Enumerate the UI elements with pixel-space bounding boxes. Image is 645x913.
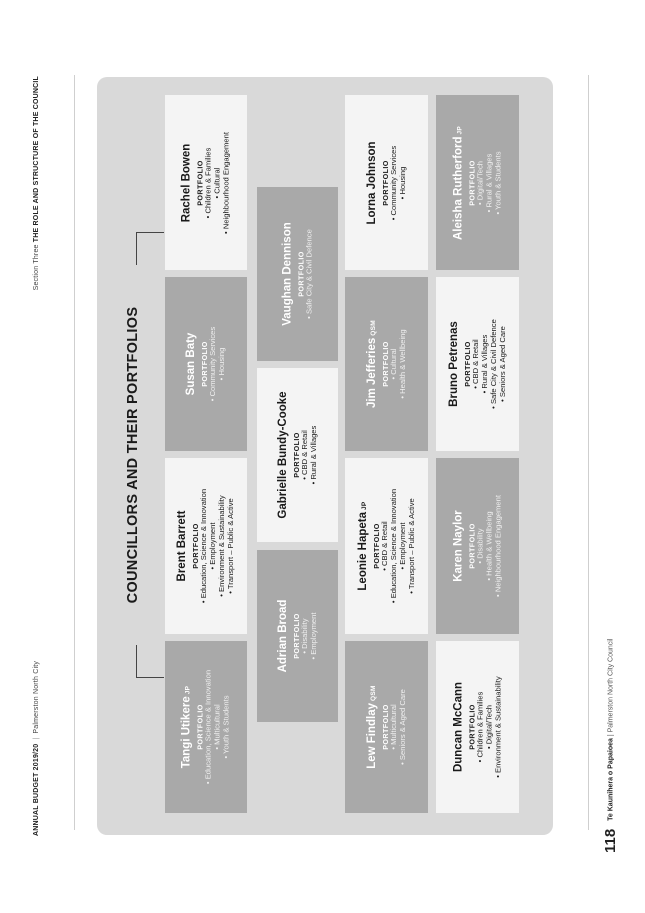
portfolio-label: PORTFOLIO bbox=[466, 523, 476, 569]
portfolio-item: Safe City & Civil Defence bbox=[304, 229, 314, 315]
portfolio-item: Rural & Villages bbox=[308, 425, 318, 480]
councillor-name: Tangi Utikere bbox=[180, 696, 193, 769]
portfolio-label: PORTFOLIO bbox=[295, 251, 305, 297]
portfolio-label: PORTFOLIO bbox=[380, 341, 390, 387]
portfolio-item: Housing bbox=[217, 347, 227, 376]
portfolio-item: Community Services bbox=[208, 326, 218, 397]
councillor-card-lorna-johnson: Lorna Johnson PORTFOLIO • Community Services • Housing bbox=[345, 95, 428, 270]
page-footer: 118 Te Kaunihera o Papaioea | Palmerston North City Council bbox=[602, 638, 619, 853]
honour-suffix: JP bbox=[360, 501, 368, 510]
councillor-name: Bruno Petrenas bbox=[447, 321, 460, 407]
councillor-name: Brent Barrett bbox=[176, 510, 189, 582]
portfolio-item: Disability bbox=[299, 618, 309, 649]
portfolio-item: Disability bbox=[475, 528, 485, 559]
councillor-card-tangi-utikere: Tangi UtikereJP PORTFOLIO • Education, Science & Innovation • Multicultural • Youth & Students bbox=[165, 641, 247, 813]
councillor-name: Vaughan Dennison bbox=[281, 222, 293, 326]
councillor-card-jim-jefferies: Jim JefferiesQSM PORTFOLIO • Cultural • Health & Wellbeing bbox=[345, 277, 428, 451]
councillor-card-duncan-mccann: Duncan McCann PORTFOLIO • Children & Families • Digital/Tech • Environment & Sustainability bbox=[436, 641, 519, 813]
connector-bottom-tick bbox=[136, 677, 164, 678]
portfolio-item: Transport – Public & Active bbox=[406, 498, 416, 590]
councillor-card-karen-naylor: Karen Naylor PORTFOLIO • Disability • Health & Wellbeing • Neighbourhood Engagement bbox=[436, 458, 519, 634]
councillor-card-vaughan-dennison: Vaughan Dennison PORTFOLIO • Safe City & Civil Defence bbox=[257, 187, 338, 361]
portfolio-item: Health & Wellbeing bbox=[484, 511, 494, 576]
portfolio-label: PORTFOLIO bbox=[190, 523, 200, 569]
honour-suffix: QSM bbox=[369, 685, 377, 701]
councillor-name: Rachel Bowen bbox=[180, 143, 193, 222]
portfolio-label: PORTFOLIO bbox=[380, 159, 390, 206]
councillor-name: Duncan McCann bbox=[452, 681, 465, 773]
portfolio-item: CBD & Retail bbox=[379, 521, 389, 566]
portfolio-label: PORTFOLIO bbox=[462, 341, 472, 387]
chart-title: COUNCILLORS AND THEIR PORTFOLIOS bbox=[125, 265, 145, 645]
portfolio-label: PORTFOLIO bbox=[195, 159, 205, 206]
portfolio-item: Health & Wellbeing bbox=[397, 329, 407, 394]
portfolio-label: PORTFOLIO bbox=[380, 704, 390, 750]
portfolio-item: Youth & Students bbox=[493, 150, 502, 210]
portfolio-item: Education, Science & Innovation bbox=[203, 669, 213, 780]
portfolio-item: Neighbourhood Engagement bbox=[221, 131, 231, 229]
portfolio-item: Rural & Villages bbox=[484, 153, 494, 208]
running-header: ANNUAL BUDGET 2019/20|Palmerston North City Section Three THE ROLE AND STRUCTURE OF THE COUNCIL bbox=[33, 76, 40, 836]
organisation-name: Palmerston North City bbox=[33, 660, 40, 734]
portfolio-item: Safe City & Civil Defence bbox=[488, 319, 498, 405]
councillor-name: Lew Findlay bbox=[365, 702, 378, 769]
portfolio-item: Seniors & Aged Care bbox=[497, 326, 507, 398]
portfolio-item: Digital/Tech bbox=[484, 704, 494, 745]
portfolio-label: PORTFOLIO bbox=[291, 432, 301, 478]
portfolio-label: PORTFOLIO bbox=[466, 704, 476, 750]
page-number: 118 bbox=[602, 828, 619, 853]
portfolio-item: Youth & Students bbox=[221, 695, 231, 754]
councillor-card-bruno-petrenas: Bruno Petrenas PORTFOLIO • CBD & Retail • Rural & Villages • Safe City & Civil Defence • Seniors & Aged Care bbox=[436, 277, 519, 451]
councillor-card-gabrielle-bundy-cooke: Gabrielle Bundy-Cooke PORTFOLIO • CBD & Retail • Rural & Villages bbox=[257, 368, 338, 542]
councillor-card-rachel-bowen: Rachel Bowen PORTFOLIO • Children & Families • Cultural • Neighbourhood Engagement bbox=[165, 95, 247, 270]
left-divider bbox=[74, 75, 75, 830]
councillor-name: Jim Jefferies bbox=[365, 337, 378, 409]
honour-suffix: JP bbox=[456, 125, 464, 135]
portfolio-item: Community Services bbox=[388, 145, 398, 215]
section-number: Section Three bbox=[33, 244, 40, 291]
portfolio-label: PORTFOLIO bbox=[195, 704, 205, 750]
honour-suffix: JP bbox=[184, 685, 192, 695]
portfolio-item: Education, Science & Innovation bbox=[199, 488, 209, 599]
portfolio-item: Environment & Sustainability bbox=[217, 495, 227, 592]
councillor-name: Karen Naylor bbox=[452, 510, 465, 582]
portfolio-item: Environment & Sustainability bbox=[493, 676, 502, 773]
portfolio-label: PORTFOLIO bbox=[371, 523, 381, 569]
councillor-name: Susan Baty bbox=[185, 332, 198, 396]
councillor-name: Adrian Broad bbox=[276, 599, 289, 673]
portfolio-item: Neighbourhood Engagement bbox=[493, 495, 502, 593]
portfolio-item: Transport – Public & Active bbox=[225, 498, 235, 590]
portfolio-item: CBD & Retail bbox=[299, 430, 309, 475]
portfolio-item: Employment bbox=[208, 522, 218, 565]
portfolio-item: CBD & Retail bbox=[470, 339, 480, 384]
councillor-name: Lorna Johnson bbox=[365, 140, 378, 225]
councillor-card-adrian-broad: Adrian Broad PORTFOLIO • Disability • Employment bbox=[257, 550, 338, 722]
portfolio-item: Employment bbox=[397, 522, 407, 565]
councillor-card-susan-baty: Susan Baty PORTFOLIO • Community Services • Housing bbox=[165, 277, 247, 451]
councillor-card-brent-barrett: Brent Barrett PORTFOLIO • Education, Science & Innovation • Employment • Environment & Sustainability • Transport – Public & Active bbox=[165, 458, 247, 634]
councillor-name: Aleisha Rutherford bbox=[452, 136, 465, 240]
portfolio-label: PORTFOLIO bbox=[466, 159, 476, 206]
portfolio-item: Employment bbox=[308, 612, 318, 655]
document-title: ANNUAL BUDGET 2019/20 bbox=[33, 743, 40, 836]
portfolio-item: Children & Families bbox=[475, 691, 485, 758]
councillor-card-leonie-hapeta: Leonie HapetaJP PORTFOLIO • CBD & Retail • Education, Science & Innovation • Employment • Transport – Public & Active bbox=[345, 458, 428, 634]
maori-council-name: Te Kaunihera o Papaioea bbox=[607, 738, 615, 821]
portfolio-item: Multicultural bbox=[212, 704, 222, 745]
section-title: THE ROLE AND STRUCTURE OF THE COUNCIL bbox=[33, 76, 40, 243]
portfolio-item: Cultural bbox=[212, 167, 222, 194]
portfolio-item: Cultural bbox=[388, 348, 398, 375]
councillor-name: Leonie Hapeta bbox=[356, 511, 369, 591]
portfolio-item: Rural & Villages bbox=[479, 334, 489, 389]
portfolio-item: Multicultural bbox=[388, 704, 398, 745]
councillor-card-lew-findlay: Lew FindlayQSM PORTFOLIO • Multicultural • Seniors & Aged Care bbox=[345, 641, 428, 813]
right-divider bbox=[588, 75, 589, 830]
portfolio-item: Children & Families bbox=[203, 147, 213, 214]
honour-suffix: QSM bbox=[369, 319, 377, 336]
portfolio-label: PORTFOLIO bbox=[291, 613, 301, 659]
portfolio-item: Digital/Tech bbox=[475, 160, 485, 200]
councillor-name: Gabrielle Bundy-Cooke bbox=[276, 391, 289, 519]
portfolio-item: Housing bbox=[397, 166, 407, 195]
councillor-card-aleisha-rutherford: Aleisha RutherfordJP PORTFOLIO • Digital/Tech • Rural & Villages • Youth & Students bbox=[436, 95, 519, 270]
portfolio-item: Education, Science & Innovation bbox=[388, 488, 398, 599]
council-name: Palmerston North City Council bbox=[607, 638, 615, 733]
portfolio-label: PORTFOLIO bbox=[199, 341, 209, 387]
portfolio-item: Seniors & Aged Care bbox=[397, 689, 407, 761]
connector-top-tick bbox=[136, 232, 164, 233]
